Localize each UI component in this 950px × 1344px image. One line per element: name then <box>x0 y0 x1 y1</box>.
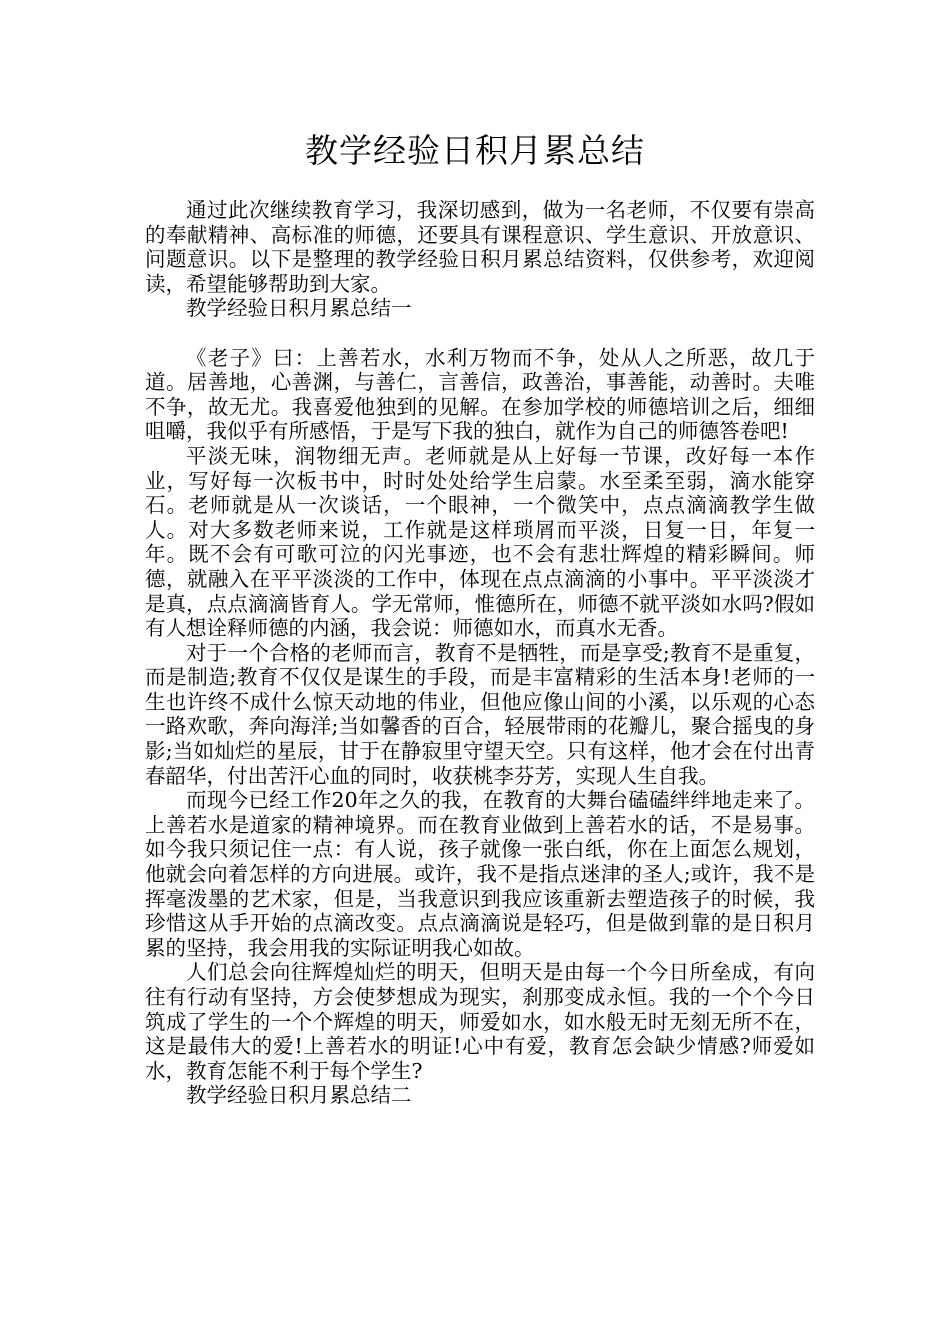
section-heading-2: 教学经验日积月累总结二 <box>186 1083 412 1108</box>
body-paragraph: 而现今已经工作20年之久的我，在教育的大舞台磕磕绊绊地走来了。上善若水是道家的精神境界。而在教育业做到上善若水的话，不是易事。如今我只须记住一点：有人说，孩子就像一张白纸，你在上面怎么规划，他就会向着怎样的方向进展。或许，我不是指点迷津的圣人;或许，我不是挥毫泼墨的艺术家，但是，当我意识到我应该重新去塑造孩子的时候，我珍惜这从手开始的点滴改变。点点滴滴说是轻巧，但是做到靠的是日积月累的坚持，我会用我的实际证明我心如故。 <box>145 788 815 960</box>
blank-line <box>145 321 815 346</box>
document-title: 教学经验日积月累总结 <box>305 131 645 170</box>
intro-paragraph: 通过此次继续教育学习，我深切感到，做为一名老师，不仅要有崇高的奉献精神、高标准的师德，还要具有课程意识、学生意识、开放意识、问题意识。以下是整理的教学经验日积月累总结资料，仅供参考，欢迎阅读，希望能够帮助到大家。 <box>145 198 815 296</box>
section-heading-1: 教学经验日积月累总结一 <box>186 296 412 321</box>
body-paragraph: 《老子》曰：上善若水，水利万物而不争，处从人之所恶，故几于道。居善地，心善渊，与善仁，言善信，政善治，事善能，动善时。夫唯不争，故无尤。我喜爱他独到的见解。在参加学校的师德培训之后，细细咀嚼，我似乎有所感悟，于是写下我的独白，就作为自己的师德答卷吧! <box>145 345 815 444</box>
body-paragraph: 平淡无味，润物细无声。老师就是从上好每一节课，改好每一本作业，写好每一次板书中，时时处处给学生启蒙。水至柔至弱，滴水能穿石。老师就是从一次谈话，一个眼神，一个微笑中，点点滴滴教学生做人。对大多数老师来说，工作就是这样琐屑而平淡，日复一日，年复一年。既不会有可歌可泣的闪光事迹，也不会有悲壮辉煌的精彩瞬间。师德，就融入在平平淡淡的工作中，体现在点点滴滴的小事中。平平淡淡才是真，点点滴滴皆育人。学无常师，惟德所在，师德不就平淡如水吗?假如有人想诠释师德的内涵，我会说：师德如水，而真水无香。 <box>145 443 815 641</box>
body-paragraph: 人们总会向往辉煌灿烂的明天，但明天是由每一个今日所垒成，有向往有行动有坚持，方会使梦想成为现实，刹那变成永恒。我的一个个今日筑成了学生的一个个辉煌的明天，师爱如水，如水般无时无刻无所不在，这是最伟大的爱!上善若水的明证!心中有爱，教育怎会缺少情感?师爱如水，教育怎能不利于每个学生? <box>145 960 815 1083</box>
body-paragraph: 对于一个合格的老师而言，教育不是牺牲，而是享受;教育不是重复，而是制造;教育不仅仅是谋生的手段，而是丰富精彩的生活本身!老师的一生也许终不成什么惊天动地的伟业，但他应像山间的小溪，以乐观的心态一路欢歌，奔向海洋;当如馨香的百合，轻展带雨的花瓣儿，聚合摇曳的身影;当如灿烂的星辰，甘于在静寂里守望天空。只有这样，他才会在付出青春韶华，付出苦汗心血的同时，收获桃李芬芳，实现人生自我。 <box>145 640 815 788</box>
document-body <box>145 198 815 1108</box>
